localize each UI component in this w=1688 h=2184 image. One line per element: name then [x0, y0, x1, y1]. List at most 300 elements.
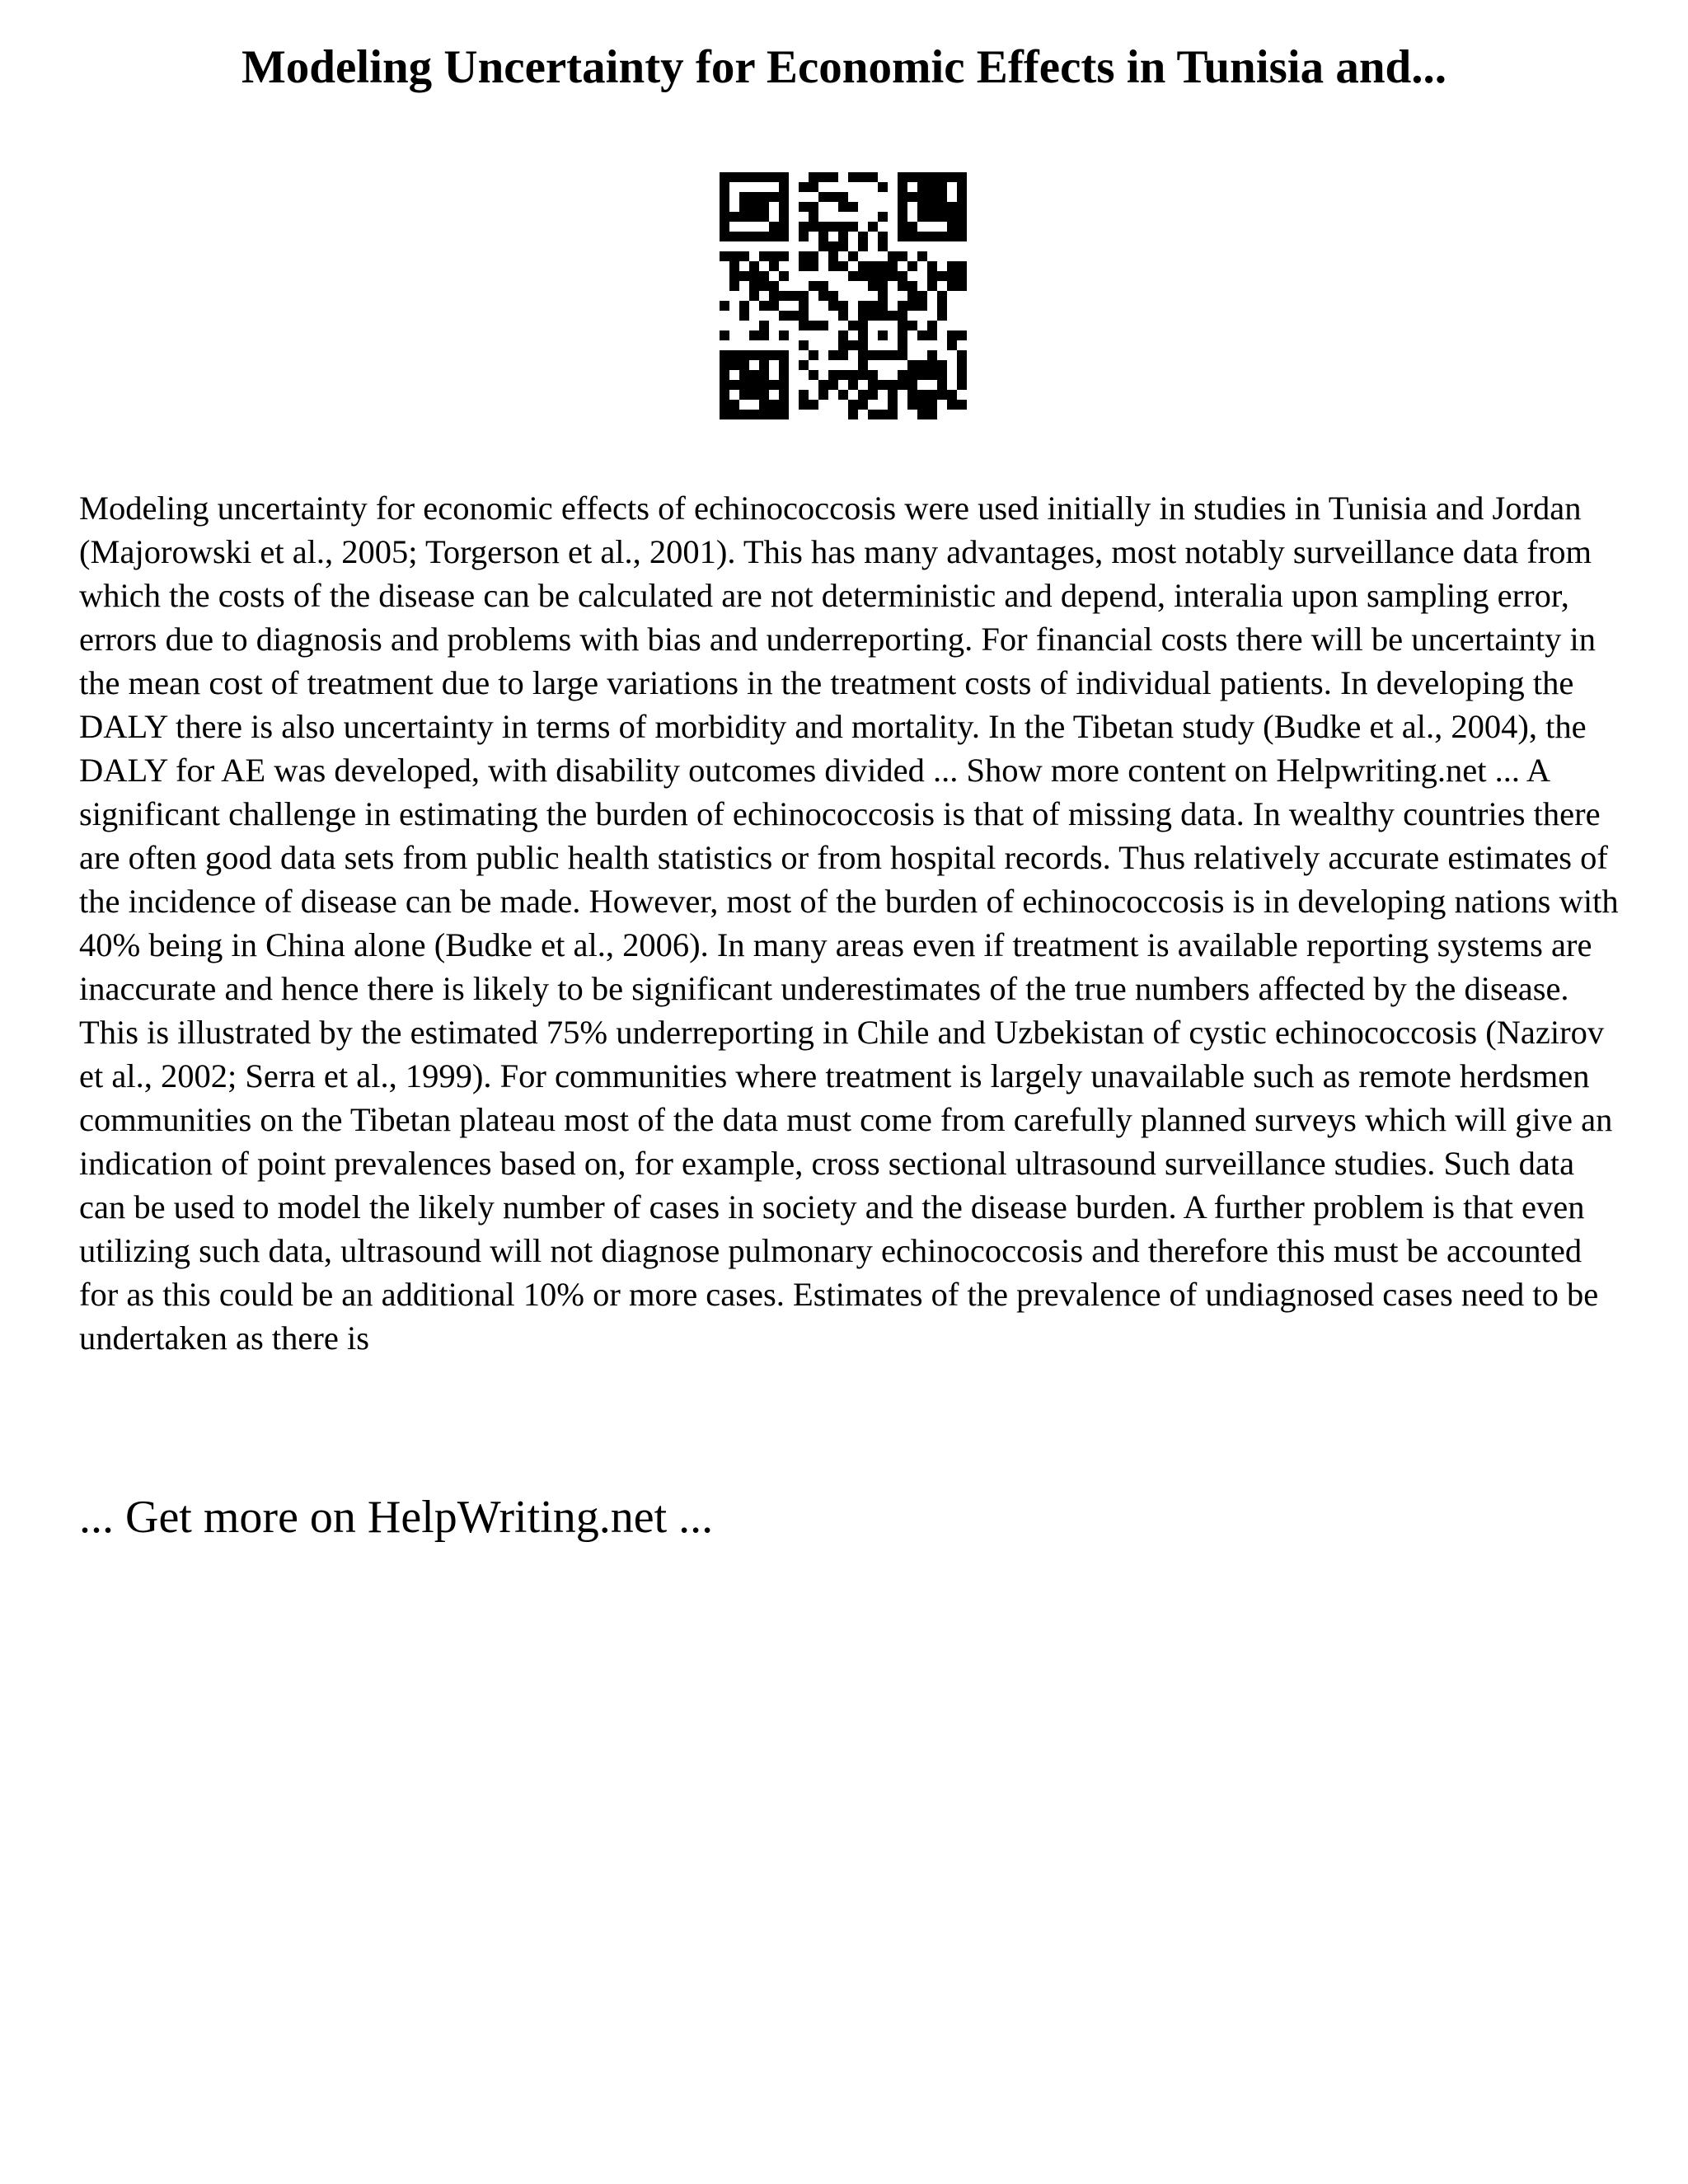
- qr-module: [749, 281, 759, 291]
- qr-module: [927, 182, 937, 192]
- qr-module: [858, 321, 868, 330]
- qr-module: [898, 222, 907, 232]
- qr-module: [818, 241, 828, 251]
- qr-module: [957, 271, 967, 281]
- qr-module: [809, 212, 818, 222]
- qr-module: [858, 311, 868, 321]
- qr-module: [720, 330, 729, 340]
- qr-module: [937, 380, 947, 390]
- qr-module: [759, 202, 769, 212]
- qr-module: [947, 232, 957, 241]
- qr-module: [828, 301, 838, 311]
- qr-module: [898, 182, 907, 192]
- qr-module: [799, 222, 809, 232]
- qr-module: [838, 390, 848, 400]
- qr-module: [720, 192, 729, 202]
- qr-module: [749, 202, 759, 212]
- qr-module: [729, 232, 739, 241]
- qr-module: [898, 172, 907, 182]
- qr-module: [799, 311, 809, 321]
- document-title: Modeling Uncertainty for Economic Effects in Tunisia and...: [241, 41, 1447, 93]
- qr-module: [809, 321, 818, 330]
- qr-module: [917, 182, 927, 192]
- qr-module: [927, 330, 937, 340]
- qr-module: [739, 410, 749, 419]
- qr-module: [937, 192, 947, 202]
- qr-module: [937, 301, 947, 311]
- qr-module: [739, 172, 749, 182]
- qr-code-graphic: [720, 172, 967, 419]
- qr-module: [779, 400, 789, 410]
- qr-module: [957, 350, 967, 360]
- qr-module: [779, 390, 789, 400]
- qr-module: [729, 410, 739, 419]
- qr-module: [809, 251, 818, 261]
- qr-module: [858, 370, 868, 380]
- qr-module: [868, 311, 878, 321]
- qr-module: [838, 350, 848, 360]
- qr-module: [848, 251, 858, 261]
- qr-module: [917, 212, 927, 222]
- qr-module: [759, 400, 769, 410]
- qr-module: [739, 192, 749, 202]
- qr-module: [927, 370, 937, 380]
- qr-module: [937, 390, 947, 400]
- qr-module: [838, 232, 848, 241]
- qr-module: [947, 212, 957, 222]
- qr-module: [749, 390, 759, 400]
- qr-module: [729, 251, 739, 261]
- qr-module: [720, 410, 729, 419]
- qr-module: [789, 311, 799, 321]
- qr-module: [828, 370, 838, 380]
- qr-module: [779, 212, 789, 222]
- qr-module: [917, 330, 927, 340]
- qr-module: [888, 350, 898, 360]
- qr-module: [828, 380, 838, 390]
- qr-module: [917, 172, 927, 182]
- qr-module: [898, 232, 907, 241]
- qr-module: [858, 390, 868, 400]
- qr-module: [927, 350, 937, 360]
- qr-module: [868, 261, 878, 271]
- qr-module: [858, 340, 868, 350]
- qr-module: [898, 271, 907, 281]
- qr-module: [799, 321, 809, 330]
- qr-module: [917, 192, 927, 202]
- qr-module: [917, 232, 927, 241]
- qr-module: [720, 360, 729, 370]
- qr-module: [779, 192, 789, 202]
- qr-module: [828, 251, 838, 261]
- qr-module: [749, 350, 759, 360]
- qr-module: [720, 222, 729, 232]
- qr-module: [739, 232, 749, 241]
- qr-module: [907, 390, 917, 400]
- qr-module: [957, 370, 967, 380]
- qr-module: [729, 261, 739, 271]
- qr-module: [828, 261, 838, 271]
- qr-module: [898, 281, 907, 291]
- qr-module: [848, 321, 858, 330]
- qr-module: [739, 301, 749, 311]
- qr-module: [868, 271, 878, 281]
- qr-module: [799, 360, 809, 370]
- qr-module: [947, 390, 957, 400]
- qr-module: [729, 380, 739, 390]
- qr-module: [878, 212, 888, 222]
- qr-module: [957, 400, 967, 410]
- qr-module: [739, 390, 749, 400]
- qr-module: [917, 291, 927, 301]
- qr-module: [759, 281, 769, 291]
- qr-module: [898, 311, 907, 321]
- qr-module: [957, 330, 967, 340]
- qr-module: [878, 261, 888, 271]
- qr-module: [818, 222, 828, 232]
- qr-module: [759, 390, 769, 400]
- qr-module: [898, 212, 907, 222]
- qr-module: [957, 212, 967, 222]
- qr-module: [838, 311, 848, 321]
- qr-module: [878, 281, 888, 291]
- document-body-text: Modeling uncertainty for economic effects of echinococcosis were used initially in studies in Tunisia and Jordan (Majorowski et al., 2005; Torgerson et al., 2001). This has many advantages, most notably surveillance data from which the costs of the disease can be calculated are not deterministic and depend, interalia upon sampling error, errors due to diagnosis and problems with bias and underreporting. For financial costs there will be uncertainty in the mean cost of treatment due to large variations in the treatment costs of individual patients. In developing the DALY there is also uncertainty in terms of morbidity and mortality. In the Tibetan study (Budke et al., 2004), the DALY for AE was developed, with disability outcomes divided ... Show more content on Helpwriting.net ... A significant challenge in estimating the burden of echinococcosis is that of missing data. In wealthy countries there are often good data sets from public health statistics or from hospital records. Thus relatively accurate estimates of the incidence of disease can be made. However, most of the burden of echinococcosis is in developing nations with 40% being in China alone (Budke et al., 2006). In many areas even if treatment is available reporting systems are inaccurate and hence there is likely to be significant underestimates of the true numbers affected by the disease. This is illustrated by the estimated 75% underreporting in Chile and Uzbekistan of cystic echinococcosis (Nazirov et al., 2002; Serra et al., 1999). For communities where treatment is largely unavailable such as remote herdsmen communities on the Tibetan plateau most of the data must come from carefully planned surveys which will give an indication of point prevalences based on, for example, cross sectional ultrasound surveillance studies. Such data can be used to model the likely number of cases in society and the disease burden. A further problem is that even utilizing such data, ultrasound will not diagnose pulmonary echinococcosis and therefore this must be accounted for as this could be an additional 10% or more cases. Estimates of the prevalence of undiagnosed cases need to be undertaken as there is: [79, 490, 1619, 1357]
- qr-module: [907, 360, 917, 370]
- qr-module: [917, 251, 927, 261]
- qr-module: [779, 222, 789, 232]
- qr-module: [759, 212, 769, 222]
- qr-module: [739, 202, 749, 212]
- qr-module: [937, 182, 947, 192]
- qr-module: [739, 360, 749, 370]
- qr-module: [769, 380, 779, 390]
- qr-module: [937, 360, 947, 370]
- qr-module: [878, 291, 888, 301]
- qr-module: [769, 281, 779, 291]
- qr-module: [809, 400, 818, 410]
- qr-module: [799, 340, 809, 350]
- qr-module: [769, 172, 779, 182]
- qr-module: [848, 370, 858, 380]
- qr-module: [779, 232, 789, 241]
- qr-module: [720, 202, 729, 212]
- qr-module: [769, 301, 779, 311]
- qr-module: [927, 281, 937, 291]
- qr-module: [868, 380, 878, 390]
- qr-module: [769, 251, 779, 261]
- qr-module: [749, 192, 759, 202]
- qr-module: [957, 172, 967, 182]
- qr-module: [917, 202, 927, 212]
- qr-module: [848, 271, 858, 281]
- qr-module: [858, 330, 868, 340]
- qr-module: [759, 360, 769, 370]
- qr-module: [848, 172, 858, 182]
- qr-module: [888, 390, 898, 400]
- qr-module: [947, 222, 957, 232]
- qr-module: [779, 350, 789, 360]
- qr-module: [799, 261, 809, 271]
- qr-module: [858, 350, 868, 360]
- qr-module: [888, 271, 898, 281]
- qr-module: [927, 400, 937, 410]
- qr-module: [749, 172, 759, 182]
- qr-module: [937, 370, 947, 380]
- qr-module: [729, 271, 739, 281]
- qr-module: [818, 380, 828, 390]
- qr-module: [799, 232, 809, 241]
- qr-module: [720, 390, 729, 400]
- qr-module: [848, 410, 858, 419]
- qr-module: [848, 340, 858, 350]
- qr-module: [739, 311, 749, 321]
- qr-module: [818, 281, 828, 291]
- qr-module: [779, 410, 789, 419]
- qr-module: [749, 380, 759, 390]
- qr-code-icon[interactable]: [720, 172, 967, 419]
- qr-module: [858, 261, 868, 271]
- qr-module: [799, 400, 809, 410]
- qr-module: [927, 192, 937, 202]
- qr-module: [838, 222, 848, 232]
- qr-module: [947, 330, 957, 340]
- qr-module: [957, 261, 967, 271]
- qr-module: [888, 410, 898, 419]
- qr-module: [739, 370, 749, 380]
- qr-module: [927, 212, 937, 222]
- qr-module: [878, 330, 888, 340]
- qr-module: [927, 390, 937, 400]
- qr-module: [759, 410, 769, 419]
- qr-module: [957, 192, 967, 202]
- qr-module: [769, 410, 779, 419]
- qr-module: [769, 291, 779, 301]
- qr-module: [888, 380, 898, 390]
- qr-module: [838, 330, 848, 340]
- qr-module: [898, 251, 907, 261]
- qr-module: [858, 172, 868, 182]
- qr-module: [898, 380, 907, 390]
- qr-module: [898, 321, 907, 330]
- qr-module: [759, 192, 769, 202]
- get-more-link[interactable]: ... Get more on HelpWriting.net ...: [79, 1492, 714, 1543]
- qr-module: [779, 370, 789, 380]
- qr-module: [878, 182, 888, 192]
- qr-module: [779, 380, 789, 390]
- qr-module: [947, 261, 957, 271]
- qr-module: [927, 321, 937, 330]
- qr-module: [888, 311, 898, 321]
- qr-module: [739, 251, 749, 261]
- qr-module: [848, 222, 858, 232]
- qr-module: [907, 370, 917, 380]
- qr-module: [759, 232, 769, 241]
- qr-module: [769, 350, 779, 360]
- qr-module: [729, 212, 739, 222]
- qr-module: [917, 400, 927, 410]
- qr-module: [907, 261, 917, 271]
- qr-module: [878, 311, 888, 321]
- qr-module: [828, 172, 838, 182]
- qr-module: [759, 370, 769, 380]
- qr-module: [769, 400, 779, 410]
- qr-module: [937, 291, 947, 301]
- qr-module: [868, 281, 878, 291]
- qr-module: [720, 380, 729, 390]
- qr-module: [739, 380, 749, 390]
- qr-module: [898, 340, 907, 350]
- qr-module: [907, 192, 917, 202]
- qr-module: [809, 281, 818, 291]
- qr-module: [907, 291, 917, 301]
- qr-module: [779, 182, 789, 192]
- qr-module: [917, 390, 927, 400]
- qr-module: [838, 261, 848, 271]
- qr-module: [828, 222, 838, 232]
- qr-module: [720, 172, 729, 182]
- qr-module: [779, 251, 789, 261]
- qr-module: [749, 291, 759, 301]
- qr-module: [720, 182, 729, 192]
- qr-module: [789, 291, 799, 301]
- qr-module: [907, 321, 917, 330]
- qr-module: [809, 261, 818, 271]
- qr-module: [868, 390, 878, 400]
- qr-module: [878, 380, 888, 390]
- qr-module: [799, 390, 809, 400]
- qr-module: [779, 172, 789, 182]
- qr-module: [818, 232, 828, 241]
- qr-module: [947, 281, 957, 291]
- qr-module: [838, 202, 848, 212]
- qr-module: [888, 400, 898, 410]
- qr-module: [759, 321, 769, 330]
- qr-module: [769, 222, 779, 232]
- qr-module: [818, 321, 828, 330]
- qr-module: [720, 350, 729, 360]
- qr-module: [917, 360, 927, 370]
- qr-module: [878, 410, 888, 419]
- qr-module: [898, 330, 907, 340]
- qr-module: [917, 301, 927, 311]
- qr-module: [739, 271, 749, 281]
- qr-module: [848, 380, 858, 390]
- qr-module: [957, 222, 967, 232]
- qr-module: [898, 301, 907, 311]
- qr-module: [907, 222, 917, 232]
- qr-module: [720, 370, 729, 380]
- qr-module: [878, 301, 888, 311]
- qr-module: [779, 271, 789, 281]
- qr-module: [729, 350, 739, 360]
- qr-module: [818, 172, 828, 182]
- qr-module: [878, 241, 888, 251]
- qr-module: [759, 380, 769, 390]
- qr-module: [937, 311, 947, 321]
- qr-module: [898, 192, 907, 202]
- qr-module: [907, 301, 917, 311]
- qr-module: [937, 202, 947, 212]
- qr-module: [858, 301, 868, 311]
- qr-module: [858, 232, 868, 241]
- qr-module: [759, 301, 769, 311]
- qr-module: [917, 370, 927, 380]
- qr-module: [818, 192, 828, 202]
- qr-module: [749, 212, 759, 222]
- qr-module: [907, 400, 917, 410]
- qr-module: [799, 182, 809, 192]
- qr-module: [720, 212, 729, 222]
- qr-module: [868, 370, 878, 380]
- qr-module: [927, 232, 937, 241]
- qr-module: [739, 212, 749, 222]
- qr-module: [749, 330, 759, 340]
- qr-module: [809, 202, 818, 212]
- qr-module: [858, 400, 868, 410]
- qr-module: [957, 182, 967, 192]
- qr-module: [878, 232, 888, 241]
- qr-module: [848, 202, 858, 212]
- qr-module: [759, 271, 769, 281]
- qr-module: [779, 360, 789, 370]
- qr-module: [720, 301, 729, 311]
- qr-module: [957, 202, 967, 212]
- qr-module: [809, 370, 818, 380]
- qr-module: [749, 370, 759, 380]
- qr-module: [779, 291, 789, 301]
- qr-module: [888, 261, 898, 271]
- qr-module: [957, 232, 967, 241]
- qr-module: [957, 360, 967, 370]
- qr-module: [759, 172, 769, 182]
- qr-module: [729, 400, 739, 410]
- qr-module: [937, 172, 947, 182]
- qr-module: [838, 301, 848, 311]
- qr-module: [720, 400, 729, 410]
- qr-module: [898, 350, 907, 360]
- qr-module: [917, 410, 927, 419]
- qr-module: [729, 360, 739, 370]
- qr-module: [749, 410, 759, 419]
- qr-module: [838, 241, 848, 251]
- qr-module: [878, 271, 888, 281]
- qr-module: [898, 370, 907, 380]
- qr-module: [749, 271, 759, 281]
- qr-module: [809, 350, 818, 360]
- qr-module: [729, 281, 739, 291]
- qr-module: [720, 251, 729, 261]
- qr-module: [828, 241, 838, 251]
- qr-module: [868, 172, 878, 182]
- qr-module: [749, 232, 759, 241]
- qr-module: [868, 301, 878, 311]
- qr-module: [858, 241, 868, 251]
- qr-module: [809, 182, 818, 192]
- qr-module: [769, 192, 779, 202]
- qr-module: [838, 370, 848, 380]
- qr-module: [957, 281, 967, 291]
- qr-module: [799, 291, 809, 301]
- qr-module: [769, 261, 779, 271]
- qr-module: [720, 232, 729, 241]
- qr-module: [927, 172, 937, 182]
- qr-module: [947, 340, 957, 350]
- qr-module: [769, 232, 779, 241]
- qr-module: [858, 360, 868, 370]
- qr-module: [828, 192, 838, 202]
- qr-module: [838, 192, 848, 202]
- qr-module: [799, 251, 809, 261]
